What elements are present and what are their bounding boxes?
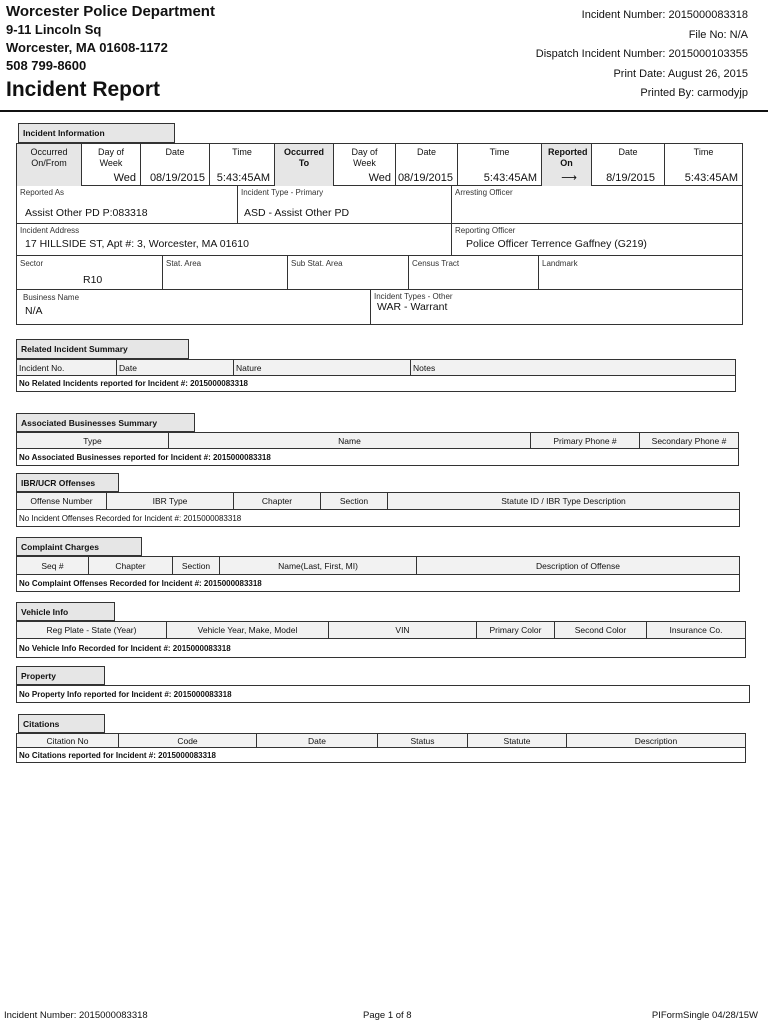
reported-date-cell: Date 8/19/2015	[592, 144, 665, 186]
address-row	[16, 224, 743, 256]
occurred-from-header: Occurred On/From	[17, 144, 82, 186]
sub-stat-area-cell: Sub Stat. Area	[288, 256, 409, 289]
dispatch-number: Dispatch Incident Number: 2015000103355	[535, 48, 748, 60]
associated-businesses-header	[16, 432, 739, 449]
property-tab: Property	[16, 666, 105, 685]
complaint-charges-empty: No Complaint Offenses Recorded for Incident #: 2015000083318	[16, 575, 740, 592]
col-name: Name(Last, First, MI)	[220, 557, 417, 574]
print-date: Print Date: August 26, 2015	[613, 67, 748, 80]
col-statute-description: Statute ID / IBR Type Description	[501, 496, 626, 506]
col-date: Date	[117, 360, 234, 375]
to-day-cell: Day of Week Wed	[334, 144, 396, 186]
col-seq: Seq #	[17, 557, 89, 574]
col-statute: Statute	[468, 734, 567, 747]
col-insurance-co: Insurance Co.	[669, 625, 723, 635]
page-title: Incident Report	[6, 78, 161, 101]
complaint-charges-tab: Complaint Charges	[16, 537, 142, 556]
landmark-cell: Landmark	[542, 259, 578, 268]
ibr-offenses-header	[16, 492, 740, 510]
to-date-cell: Date 08/19/2015	[396, 144, 458, 186]
printed-by: Printed By: carmodyjp	[640, 87, 748, 99]
vehicle-info-tab: Vehicle Info	[16, 602, 115, 621]
footer-incident-number: Incident Number: 2015000083318	[4, 1010, 148, 1021]
col-section: Section	[173, 557, 220, 574]
department-street: 9-11 Lincoln Sq	[6, 22, 102, 37]
arresting-officer-cell: Arresting Officer	[455, 188, 513, 197]
report-meta	[536, 6, 748, 104]
col-notes: Notes	[413, 362, 436, 373]
from-date-cell: Date 08/19/2015	[141, 144, 210, 186]
col-section: Section	[321, 493, 388, 509]
sector-cell: Sector R10	[17, 256, 163, 289]
col-description: Description	[634, 735, 678, 746]
associated-businesses-tab: Associated Businesses Summary	[16, 413, 195, 432]
business-name-cell: Business Name N/A	[17, 290, 371, 324]
property-empty: No Property Info reported for Incident #: 2015000083318	[16, 685, 750, 703]
col-primary-color: Primary Color	[477, 622, 555, 638]
col-code: Code	[119, 734, 257, 747]
department-city: Worcester, MA 01608-1172	[6, 40, 168, 55]
related-incident-header	[16, 359, 736, 376]
occurred-to-header: Occurred To	[275, 144, 334, 186]
arrow-right-icon: ⟶	[561, 172, 577, 184]
incident-address-cell: Incident Address 17 HILLSIDE ST, Apt #: 3, Worcester, MA 01610	[17, 224, 452, 255]
from-time-cell: Time 5:43:45AM	[210, 144, 275, 186]
col-citation-no: Citation No	[17, 734, 119, 747]
business-row	[16, 290, 743, 325]
header-divider	[0, 110, 768, 112]
occurrence-row	[16, 143, 743, 186]
reported-on-header: Reported On ⟶	[542, 144, 592, 186]
col-offense-number: Offense Number	[17, 493, 107, 509]
incident-number: Incident Number: 2015000083318	[581, 9, 748, 21]
col-primary-phone: Primary Phone #	[531, 433, 640, 448]
related-incident-tab: Related Incident Summary	[16, 339, 189, 359]
related-incident-empty: No Related Incidents reported for Incident #: 2015000083318	[16, 376, 736, 392]
to-time-cell: Time 5:43:45AM	[458, 144, 542, 186]
census-tract-cell: Census Tract	[409, 256, 539, 289]
col-chapter: Chapter	[89, 557, 173, 574]
col-secondary-phone: Secondary Phone #	[651, 435, 727, 446]
associated-businesses-empty: No Associated Businesses reported for Incident #: 2015000083318	[16, 449, 739, 466]
stat-area-cell: Stat. Area	[163, 256, 288, 289]
vehicle-info-empty: No Vehicle Info Recorded for Incident #: 2015000083318	[16, 639, 746, 658]
reported-as-cell: Reported As Assist Other PD P:083318	[17, 186, 238, 223]
reported-as-row	[16, 186, 743, 224]
department-header	[6, 3, 215, 103]
citations-header	[16, 733, 746, 748]
reporting-officer-cell: Reporting Officer Police Officer Terrence Gaffney (G219)	[455, 226, 647, 250]
ibr-offenses-tab: IBR/UCR Offenses	[16, 473, 119, 492]
col-status: Status	[378, 734, 468, 747]
footer-page-number: Page 1 of 8	[363, 1010, 412, 1021]
col-ibr-type: IBR Type	[107, 493, 234, 509]
from-day-cell: Day of Week Wed	[82, 144, 141, 186]
incident-info-tab: Incident Information	[18, 123, 175, 143]
incident-types-other-cell: Incident Types - Other WAR - Warrant	[374, 292, 453, 313]
complaint-charges-header	[16, 556, 740, 575]
footer-form-id: PIFormSingle 04/28/15W	[651, 1010, 758, 1021]
col-vehicle-year-make-model: Vehicle Year, Make, Model	[167, 622, 329, 638]
col-second-color: Second Color	[555, 622, 647, 638]
col-name: Name	[169, 433, 531, 448]
col-description: Description of Offense	[536, 560, 620, 571]
col-reg-plate: Reg Plate - State (Year)	[17, 622, 167, 638]
col-incident-no: Incident No.	[17, 360, 117, 375]
col-chapter: Chapter	[234, 493, 321, 509]
reported-time-cell: Time 5:43:45AM	[684, 147, 738, 184]
col-date: Date	[257, 734, 378, 747]
department-name: Worcester Police Department	[6, 3, 215, 20]
sector-row	[16, 256, 743, 290]
citations-tab: Citations	[18, 714, 105, 733]
vehicle-info-header	[16, 621, 746, 639]
incident-type-cell: Incident Type - Primary ASD - Assist Other PD	[238, 186, 452, 223]
ibr-offenses-empty: No Incident Offenses Recorded for Incident #: 2015000083318	[16, 510, 740, 527]
file-number: File No: N/A	[688, 28, 748, 41]
col-type: Type	[17, 433, 169, 448]
col-nature: Nature	[234, 360, 411, 375]
department-phone: 508 799-8600	[6, 58, 87, 73]
citations-empty: No Citations reported for Incident #: 2015000083318	[16, 748, 746, 763]
col-vin: VIN	[329, 622, 477, 638]
